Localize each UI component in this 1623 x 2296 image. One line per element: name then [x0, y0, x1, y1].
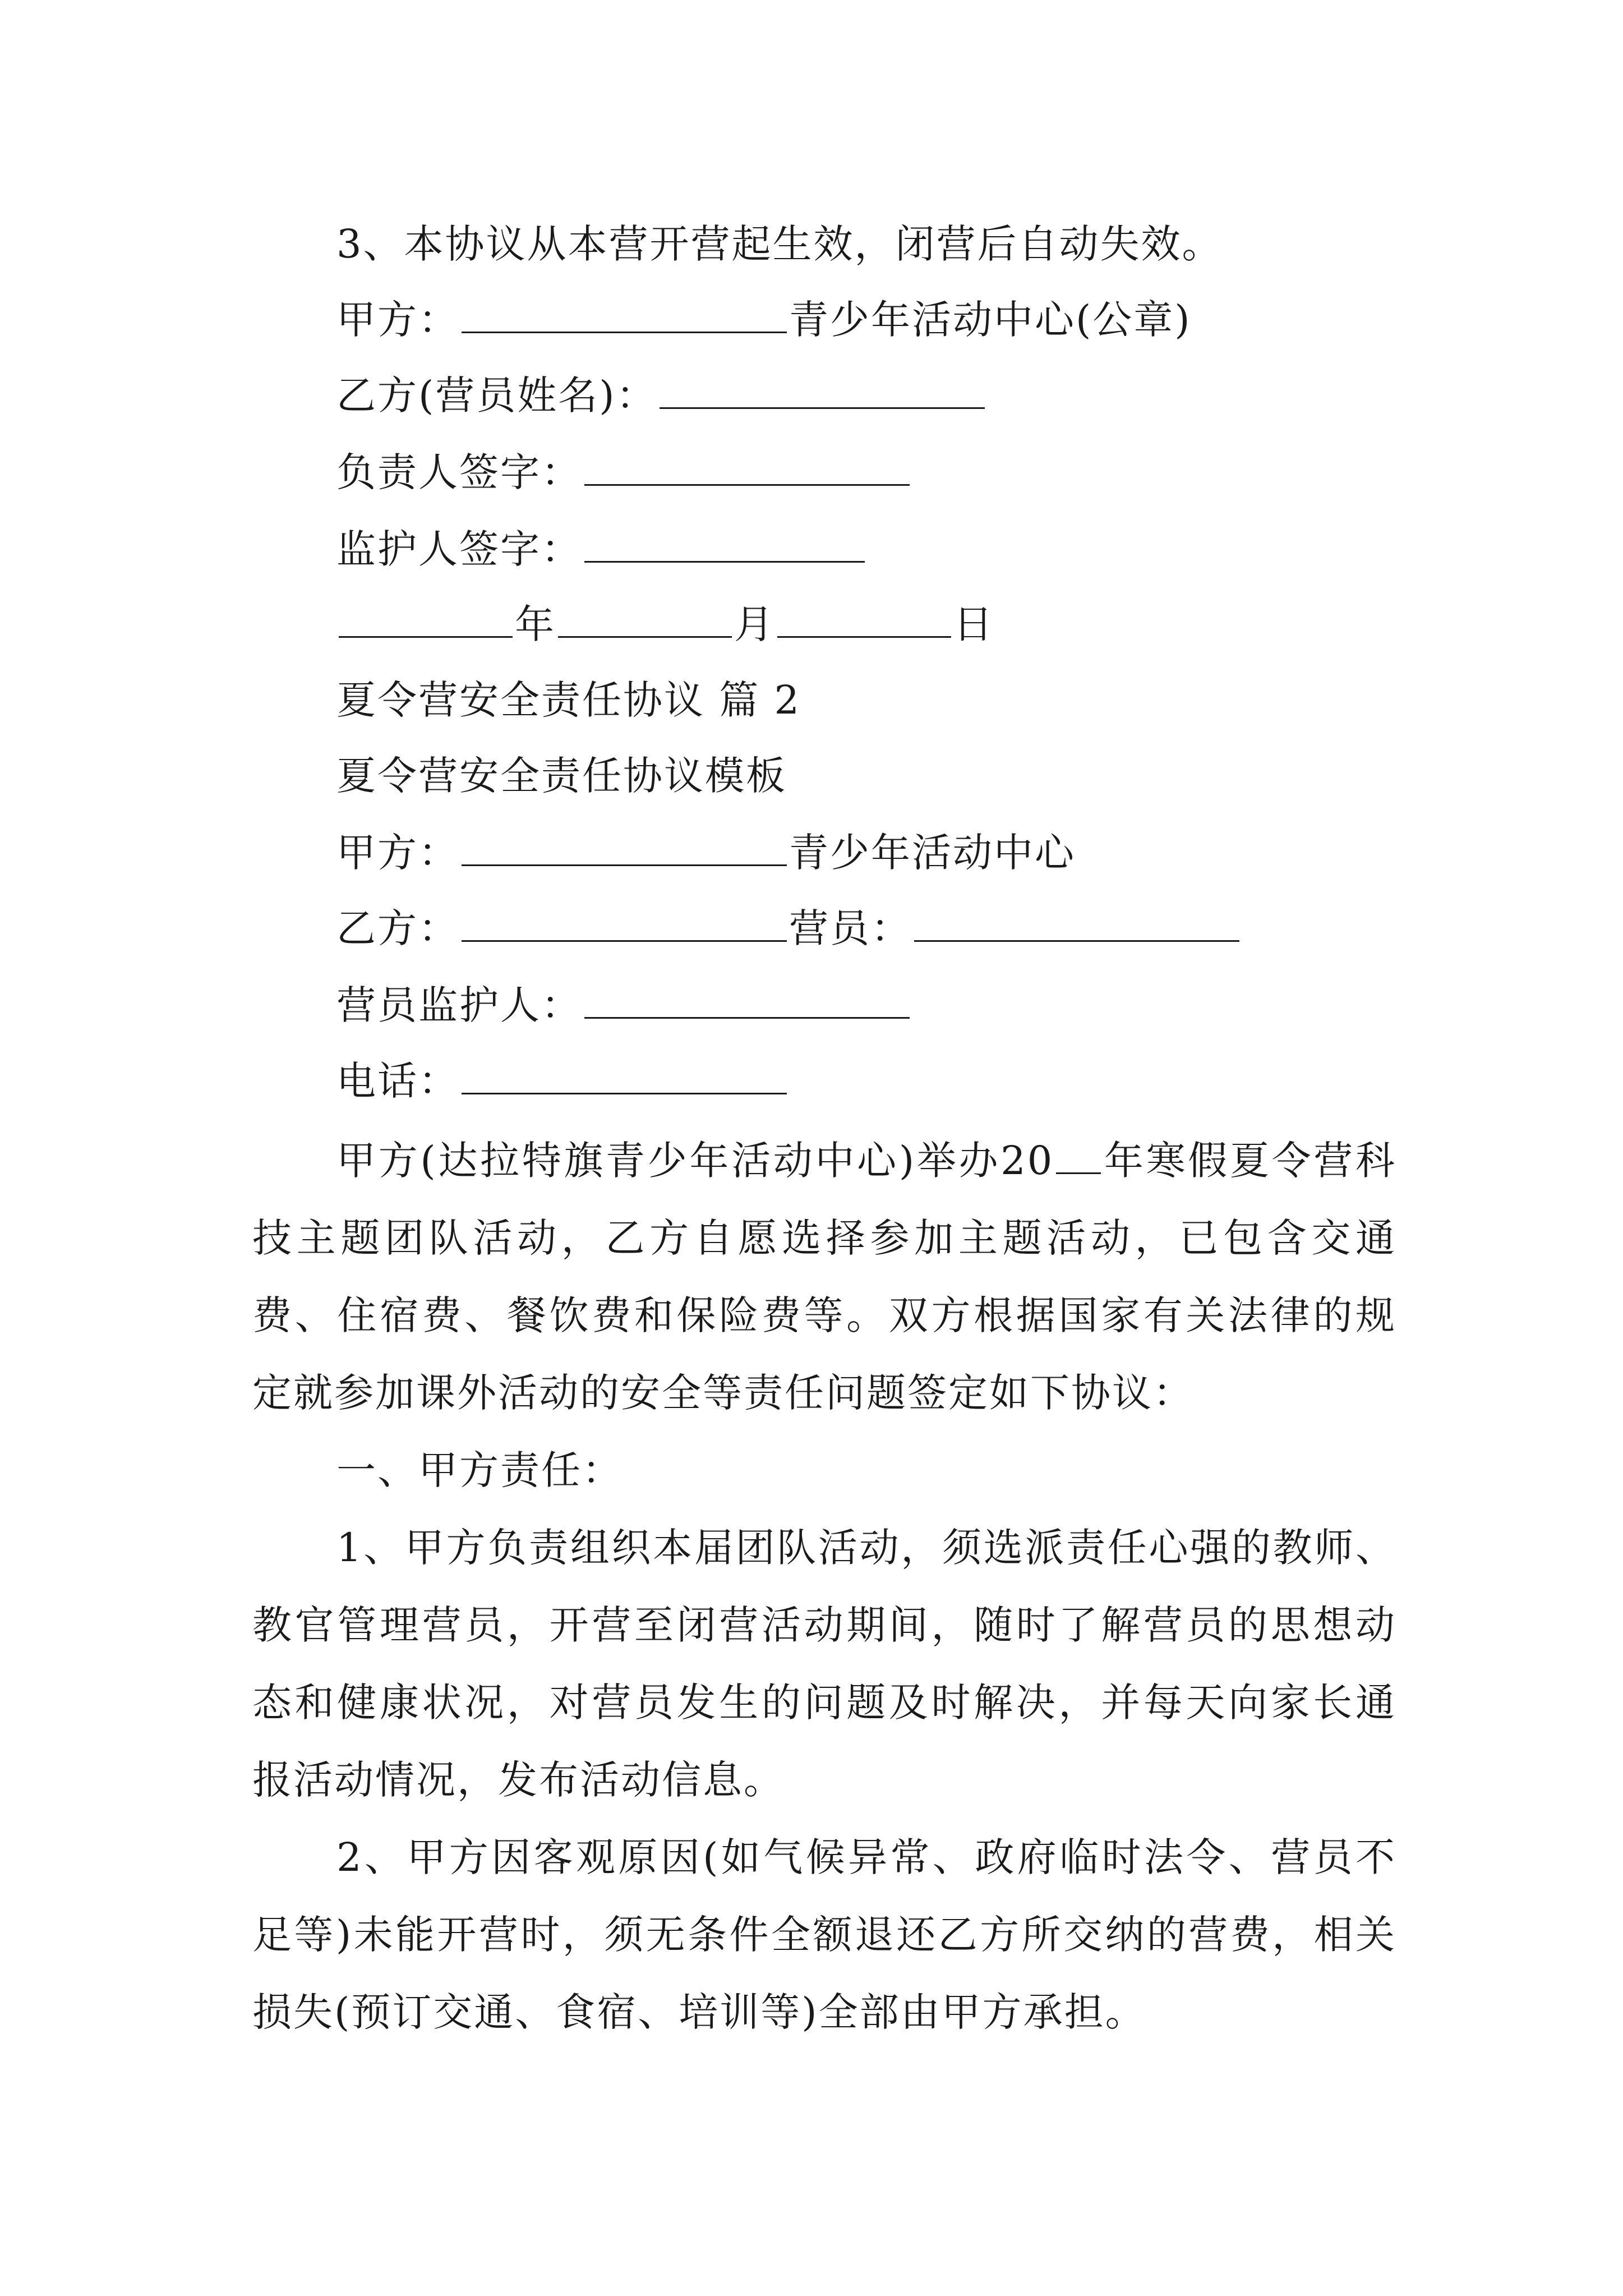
- party-a-blank: [462, 298, 787, 333]
- party-b2-blank: [462, 907, 787, 942]
- guardian-sign-line: [336, 521, 867, 577]
- phone-blank: [462, 1059, 787, 1094]
- party-a-suffix: 青少年活动中心(公章): [789, 297, 1192, 343]
- party-b-blank: [660, 374, 985, 409]
- camper-guardian-label: 营员监护人：: [336, 982, 582, 1028]
- party-b2-line: [336, 900, 1242, 956]
- phone-label: 电话：: [336, 1058, 459, 1104]
- day-blank: [777, 602, 951, 638]
- template-title-text: 夏令营安全责任协议模板: [336, 753, 787, 799]
- party-a-label: 甲方：: [336, 297, 459, 343]
- duty-1-text: 1、甲方负责组织本届团队活动，须选派责任心强的教师、教官管理营员，开营至闭营活动期间，随时了解营员的思想动态和健康状况，对营员发生的问题及时解决，并每天向家长通报活动情况，发布活动信息。: [252, 1525, 1396, 1803]
- intro-paragraph: [252, 1122, 1396, 1432]
- camper-label: 营员：: [789, 905, 912, 951]
- party-a-line: [336, 292, 1192, 348]
- camper-guardian-blank: [584, 983, 910, 1019]
- year-label: 年: [515, 601, 556, 647]
- guardian-sign-label: 监护人签字：: [336, 526, 582, 572]
- template-title: [336, 748, 787, 804]
- party-a-duty-heading: [252, 1432, 1396, 1509]
- clause-3: [336, 216, 1223, 272]
- duty-2-paragraph: [252, 1819, 1396, 2051]
- leader-sign-blank: [584, 450, 910, 486]
- camper-guardian-line: [336, 977, 912, 1033]
- phone-line: [336, 1053, 789, 1109]
- guardian-sign-blank: [584, 527, 865, 563]
- party-a2-label: 甲方：: [336, 830, 459, 876]
- intro-part1: 甲方(达拉特旗青少年活动中心)举办20: [336, 1138, 1054, 1184]
- duty-2-text: 2、甲方因客观原因(如气候异常、政府临时法令、营员不足等)未能开营时，须无条件全额退还乙方所交纳的营费，相关损失(预订交通、食宿、培训等)全部由甲方承担。: [252, 1834, 1396, 2035]
- party-a2-blank: [462, 831, 787, 866]
- party-b-line: [336, 367, 987, 424]
- party-a2-suffix: 青少年活动中心: [789, 830, 1076, 876]
- clause-3-text: 3、本协议从本营开营起生效，闭营后自动失效。: [336, 221, 1223, 267]
- leader-sign-label: 负责人签字：: [336, 449, 582, 495]
- section-heading-text: 夏令营安全责任协议 篇 2: [336, 677, 801, 723]
- party-b-label: 乙方(营员姓名)：: [336, 372, 657, 418]
- year-digits-blank: [1056, 1139, 1101, 1174]
- party-a-duty-heading-text: 一、甲方责任：: [336, 1447, 623, 1493]
- duty-1-paragraph: [252, 1509, 1396, 1819]
- party-a2-line: [336, 825, 1076, 881]
- camper-blank: [914, 907, 1239, 942]
- section-heading: [336, 672, 801, 728]
- date-line: [336, 596, 994, 652]
- month-blank: [558, 602, 732, 638]
- day-label: 日: [953, 601, 994, 647]
- month-label: 月: [734, 601, 775, 647]
- intro-part2: 年寒假夏令营科技主题团队活动，乙方自愿选择参加主题活动，已包含交通费、住宿费、餐饮费和保险费等。双方根据国家有关法律的规定就参加课外活动的安全等责任问题签定如下协议：: [252, 1138, 1396, 1416]
- year-blank: [339, 602, 513, 638]
- leader-sign-line: [336, 444, 912, 500]
- party-b2-label: 乙方：: [336, 905, 459, 951]
